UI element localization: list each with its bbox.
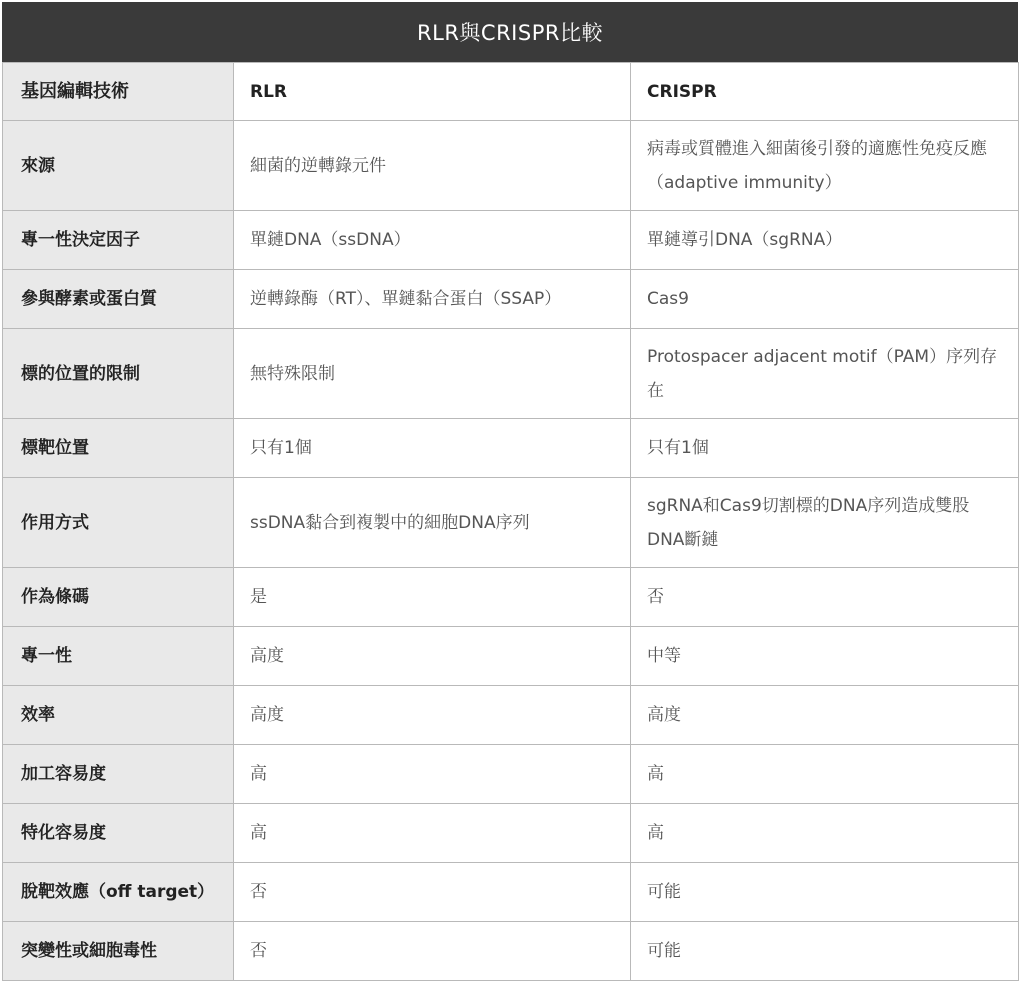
row-label: 作用方式	[3, 478, 234, 568]
crispr-cell: 可能	[631, 863, 1019, 922]
crispr-cell: 高	[631, 745, 1019, 804]
table-row	[3, 478, 1019, 568]
comparison-table	[2, 62, 1019, 981]
table-row	[3, 329, 1019, 419]
table-row	[3, 419, 1019, 478]
header-rlr: RLR	[234, 63, 631, 121]
row-label: 標靶位置	[3, 419, 234, 478]
table-row	[3, 804, 1019, 863]
rlr-cell: 單鏈DNA（ssDNA）	[234, 211, 631, 270]
rlr-cell: 細菌的逆轉錄元件	[234, 121, 631, 211]
rlr-cell: 逆轉錄酶（RT）、單鏈黏合蛋白（SSAP）	[234, 270, 631, 329]
table-title: RLR與CRISPR比較	[2, 2, 1018, 62]
rlr-cell: 無特殊限制	[234, 329, 631, 419]
header-label: 基因編輯技術	[3, 63, 234, 121]
rlr-cell: 高	[234, 745, 631, 804]
row-label: 特化容易度	[3, 804, 234, 863]
table-row	[3, 121, 1019, 211]
row-label: 作為條碼	[3, 568, 234, 627]
table-row	[3, 922, 1019, 981]
rlr-cell: 是	[234, 568, 631, 627]
crispr-cell: 只有1個	[631, 419, 1019, 478]
table-row	[3, 627, 1019, 686]
row-label: 參與酵素或蛋白質	[3, 270, 234, 329]
rlr-cell: ssDNA黏合到複製中的細胞DNA序列	[234, 478, 631, 568]
row-label: 來源	[3, 121, 234, 211]
crispr-cell: 單鏈導引DNA（sgRNA）	[631, 211, 1019, 270]
crispr-cell: 否	[631, 568, 1019, 627]
crispr-cell: 中等	[631, 627, 1019, 686]
row-label: 效率	[3, 686, 234, 745]
crispr-cell: Cas9	[631, 270, 1019, 329]
row-label: 標的位置的限制	[3, 329, 234, 419]
rlr-cell: 高	[234, 804, 631, 863]
crispr-cell: sgRNA和Cas9切割標的DNA序列造成雙股DNA斷鏈	[631, 478, 1019, 568]
rlr-cell: 只有1個	[234, 419, 631, 478]
header-row	[3, 63, 1019, 121]
rlr-cell: 否	[234, 863, 631, 922]
table-row	[3, 270, 1019, 329]
rlr-cell: 高度	[234, 686, 631, 745]
crispr-cell: Protospacer adjacent motif（PAM）序列存在	[631, 329, 1019, 419]
crispr-cell: 病毒或質體進入細菌後引發的適應性免疫反應（adaptive immunity）	[631, 121, 1019, 211]
crispr-cell: 高	[631, 804, 1019, 863]
table-row	[3, 568, 1019, 627]
crispr-cell: 可能	[631, 922, 1019, 981]
crispr-cell: 高度	[631, 686, 1019, 745]
row-label: 脫靶效應（off target）	[3, 863, 234, 922]
row-label: 突變性或細胞毒性	[3, 922, 234, 981]
rlr-cell: 高度	[234, 627, 631, 686]
row-label: 加工容易度	[3, 745, 234, 804]
header-crispr: CRISPR	[631, 63, 1019, 121]
table-row	[3, 745, 1019, 804]
table-row	[3, 211, 1019, 270]
row-label: 專一性	[3, 627, 234, 686]
row-label: 專一性決定因子	[3, 211, 234, 270]
comparison-table-container	[2, 2, 1018, 981]
rlr-cell: 否	[234, 922, 631, 981]
table-row	[3, 863, 1019, 922]
table-row	[3, 686, 1019, 745]
